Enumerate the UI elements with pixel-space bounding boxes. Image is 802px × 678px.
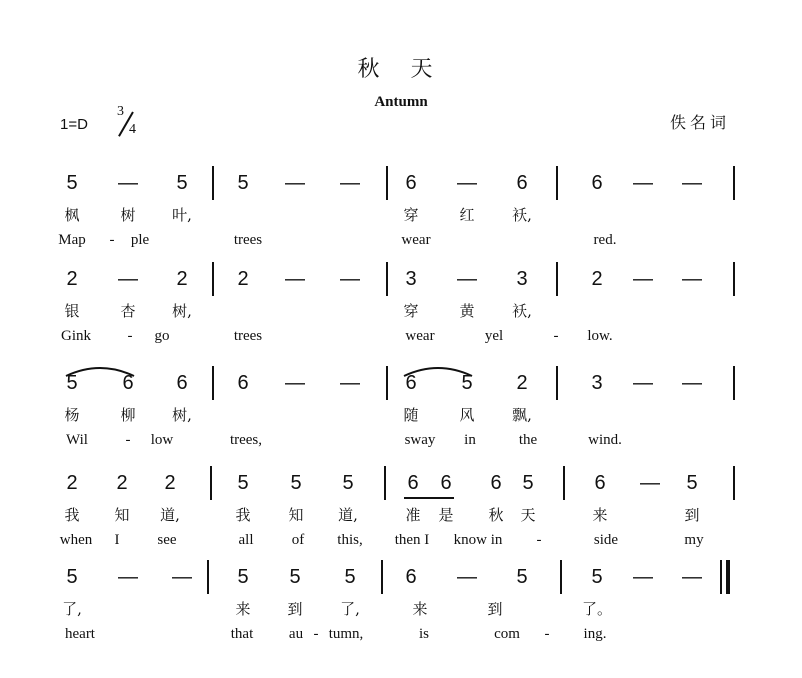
note: 2 (591, 268, 603, 290)
lyric-cn: 枫 (64, 206, 80, 224)
note: — (640, 472, 660, 494)
note: — (457, 566, 477, 588)
note: 5 (522, 472, 534, 494)
lyric-en: - (536, 532, 542, 548)
lyric-en: know in (453, 532, 503, 548)
lyric-cn: 秋 (488, 506, 504, 524)
note: 2 (237, 268, 249, 290)
barline (560, 560, 562, 594)
lyric-cn: 柳 (120, 406, 136, 424)
lyric-en: go (154, 328, 170, 344)
note: — (285, 372, 305, 394)
slur (404, 364, 472, 378)
lyric-en: this, (337, 532, 363, 548)
note: 5 (686, 472, 698, 494)
lyric-cn: 树 (120, 206, 136, 224)
note: 6 (405, 566, 417, 588)
lyric-cn: 飘, (512, 406, 532, 424)
song-subtitle: Antumn (374, 94, 428, 110)
note: 6 (122, 372, 134, 394)
lyric-cn: 来 (592, 506, 608, 524)
lyric-cn: 我 (235, 506, 251, 524)
barline (556, 166, 558, 200)
lyric-cn: 道, (338, 506, 358, 524)
lyric-en: Gink (61, 328, 91, 344)
lyric-cn: 到 (487, 600, 503, 618)
lyric-cn: 我 (64, 506, 80, 524)
barline (207, 560, 209, 594)
lyricist-credit: 佚名词 (669, 113, 730, 132)
end-barline (733, 366, 735, 400)
lyric-cn: 风 (459, 406, 475, 424)
note: 2 (116, 472, 128, 494)
lyric-en: com (494, 626, 520, 642)
barline (386, 262, 388, 296)
note: 5 (176, 172, 188, 194)
note: 5 (461, 372, 473, 394)
lyric-cn: 穿 (403, 206, 419, 224)
lyric-en: heart (65, 626, 95, 642)
lyric-en: then I (394, 532, 430, 548)
lyric-en: yel (484, 328, 504, 344)
note: 2 (66, 472, 78, 494)
note: 5 (342, 472, 354, 494)
note: — (457, 172, 477, 194)
lyric-en: is (418, 626, 429, 642)
note: 2 (66, 268, 78, 290)
time-denominator: 4 (129, 122, 136, 137)
note: 6 (405, 372, 417, 394)
lyric-en: Map (58, 232, 86, 248)
lyric-en: sway (404, 432, 436, 448)
lyric-en: in (464, 432, 476, 448)
note: — (682, 268, 702, 290)
note: 5 (344, 566, 356, 588)
note: 6 (594, 472, 606, 494)
end-barline (733, 262, 735, 296)
lyric-cn: 知 (288, 506, 304, 524)
note: 6 (516, 172, 528, 194)
lyric-cn: 准 (405, 506, 421, 524)
barline (386, 166, 388, 200)
lyric-en: see (157, 532, 177, 548)
note: — (285, 268, 305, 290)
barline (384, 466, 386, 500)
lyric-cn: 随 (403, 406, 419, 424)
barline (381, 560, 383, 594)
lyric-cn: 袄, (512, 302, 532, 320)
lyric-en: that (230, 626, 254, 642)
lyric-cn: 了, (62, 600, 82, 618)
lyric-en: of (291, 532, 305, 548)
lyric-en: wear (401, 232, 431, 248)
note: 5 (516, 566, 528, 588)
song-title: 秋 天 (357, 57, 445, 82)
key-signature: 1=D (60, 116, 88, 133)
lyric-cn: 到 (684, 506, 700, 524)
lyric-cn: 红 (459, 206, 475, 224)
note: 3 (405, 268, 417, 290)
note: 6 (591, 172, 603, 194)
lyric-en: au (288, 626, 304, 642)
lyric-en: - (544, 626, 550, 642)
lyric-en: - (553, 328, 559, 344)
lyric-en: my (684, 532, 704, 548)
lyric-cn: 了, (340, 600, 360, 618)
lyric-en: ple (130, 232, 150, 248)
barline (212, 366, 214, 400)
time-numerator: 3 (117, 104, 124, 119)
eighth-note-underline (404, 497, 454, 499)
note: — (340, 372, 360, 394)
note: 2 (516, 372, 528, 394)
note: 3 (591, 372, 603, 394)
barline (556, 366, 558, 400)
note: 5 (66, 372, 78, 394)
lyric-cn: 银 (64, 302, 80, 320)
lyric-en: trees (233, 328, 263, 344)
note: 5 (290, 472, 302, 494)
note: — (457, 268, 477, 290)
note: 2 (176, 268, 188, 290)
barline (556, 262, 558, 296)
lyric-cn: 叶, (172, 206, 192, 224)
note: — (340, 172, 360, 194)
lyric-en: - (313, 626, 319, 642)
note: 5 (289, 566, 301, 588)
note: — (118, 566, 138, 588)
time-signature (113, 104, 143, 144)
final-barline-thick (726, 560, 730, 594)
note: — (682, 566, 702, 588)
note: 5 (591, 566, 603, 588)
lyric-en: Wil (66, 432, 88, 448)
note: 6 (440, 472, 452, 494)
lyric-en: - (109, 232, 115, 248)
note: 3 (516, 268, 528, 290)
barline (386, 366, 388, 400)
lyric-en: side (593, 532, 619, 548)
note: — (285, 172, 305, 194)
lyric-en: wind. (588, 432, 622, 448)
slur (66, 364, 134, 378)
lyric-en: trees (233, 232, 263, 248)
lyric-cn: 到 (287, 600, 303, 618)
lyric-en: low. (587, 328, 613, 344)
lyric-cn: 袄, (512, 206, 532, 224)
lyric-cn: 杏 (120, 302, 136, 320)
end-barline (733, 466, 735, 500)
lyric-cn: 来 (235, 600, 251, 618)
note: — (340, 268, 360, 290)
lyric-en: trees, (229, 432, 263, 448)
note: 6 (237, 372, 249, 394)
note: 5 (237, 472, 249, 494)
lyric-en: red. (593, 232, 617, 248)
lyric-en: all (238, 532, 254, 548)
barline (563, 466, 565, 500)
lyric-en: I (114, 532, 120, 548)
note: 6 (407, 472, 419, 494)
lyric-en: tumn, (328, 626, 364, 642)
lyric-en: low (150, 432, 174, 448)
note: — (172, 566, 192, 588)
lyric-cn: 黄 (459, 302, 475, 320)
barline (212, 262, 214, 296)
lyric-cn: 杨 (64, 406, 80, 424)
note: 5 (237, 172, 249, 194)
note: 6 (490, 472, 502, 494)
note: 6 (176, 372, 188, 394)
note: — (682, 372, 702, 394)
lyric-cn: 天 (520, 506, 536, 524)
note: 6 (405, 172, 417, 194)
note: 5 (66, 172, 78, 194)
end-barline (733, 166, 735, 200)
lyric-en: wear (405, 328, 435, 344)
lyric-en: the (518, 432, 538, 448)
note: — (633, 372, 653, 394)
lyric-cn: 树, (172, 406, 192, 424)
barline (210, 466, 212, 500)
final-barline-thin (720, 560, 722, 594)
lyric-cn: 树, (172, 302, 192, 320)
lyric-cn: 道, (160, 506, 180, 524)
note: — (118, 172, 138, 194)
note: 5 (237, 566, 249, 588)
note: — (633, 172, 653, 194)
lyric-cn: 知 (114, 506, 130, 524)
note: 2 (164, 472, 176, 494)
note: — (633, 566, 653, 588)
lyric-cn: 是 (438, 506, 454, 524)
lyric-en: ing. (583, 626, 607, 642)
note: — (682, 172, 702, 194)
lyric-cn: 穿 (403, 302, 419, 320)
lyric-en: - (127, 328, 133, 344)
note: 5 (66, 566, 78, 588)
note: — (633, 268, 653, 290)
note: — (118, 268, 138, 290)
lyric-cn: 了。 (581, 600, 612, 618)
lyric-en: - (125, 432, 131, 448)
lyric-en: when (59, 532, 93, 548)
lyric-cn: 来 (412, 600, 428, 618)
barline (212, 166, 214, 200)
